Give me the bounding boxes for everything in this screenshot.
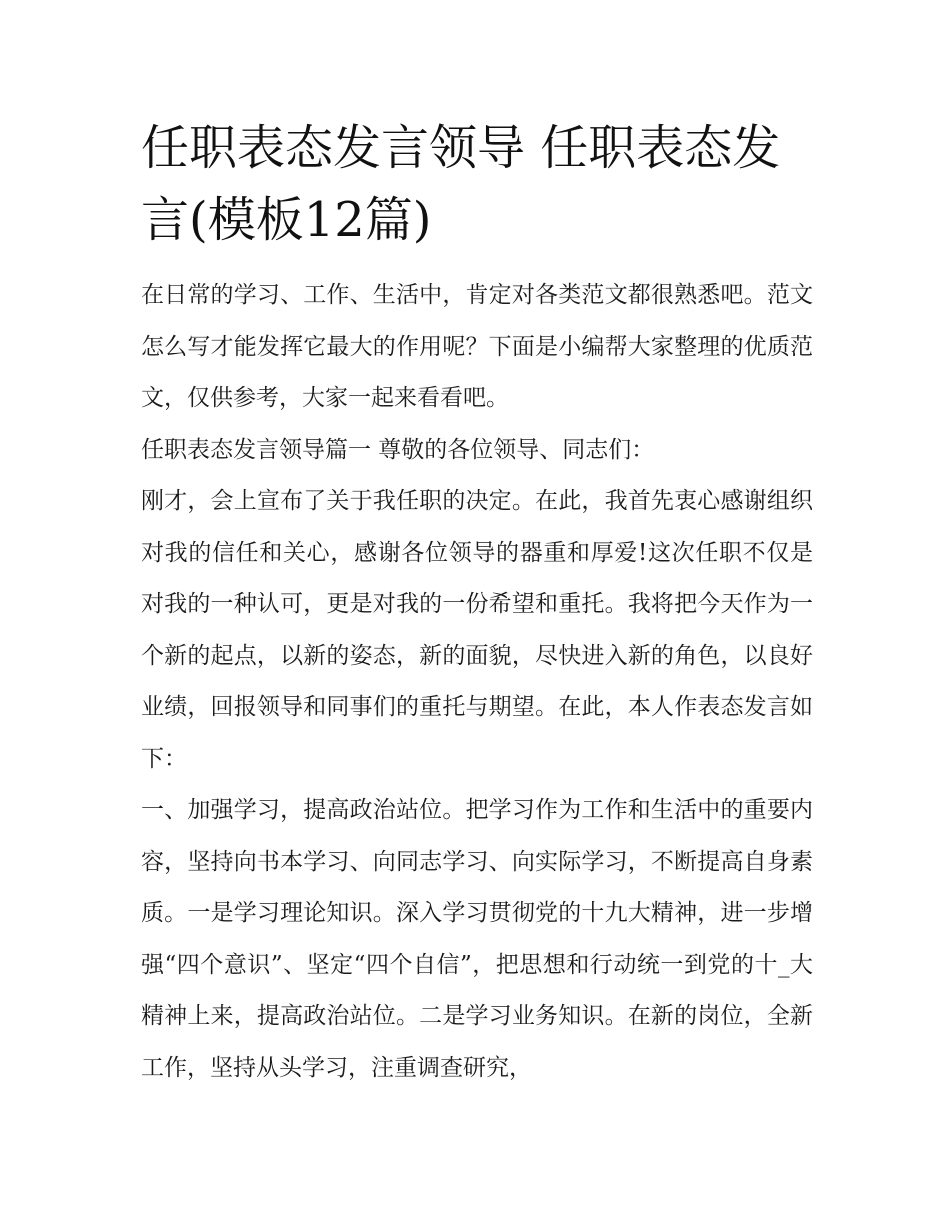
paragraph-intro: 在日常的学习、工作、生活中，肯定对各类范文都很熟悉吧。范文怎么写才能发挥它最大的作用呢？下面是小编帮大家整理的优质范文，仅供参考，大家一起来看看吧。: [141, 282, 813, 411]
document-title: 任职表态发言领导 任职表态发言(模板12篇): [141, 120, 781, 248]
paragraph-section-heading: 任职表态发言领导篇一 尊敬的各位领导、同志们：: [141, 436, 655, 463]
paragraph-speech-opening: 刚才，会上宣布了关于我任职的决定。在此，我首先衷心感谢组织对我的信任和关心，感谢各位领导的器重和厚爱!这次任职不仅是对我的一种认可，更是对我的一份希望和重托。我将把今天作为一个新的起点，以新的姿态，新的面貌，尽快进入新的角色，以良好业绩，回报领导和同事们的重托与期望。在此，本人作表态发言如下：: [141, 488, 813, 772]
document-body: [141, 270, 813, 1094]
document-content: [141, 112, 813, 1094]
paragraph-point-one: 一、加强学习，提高政治站位。把学习作为工作和生活中的重要内容，坚持向书本学习、向同志学习、向实际学习，不断提高自身素质。一是学习理论知识。深入学习贯彻党的十九大精神，进一步增强“四个意识”、坚定“四个自信”，把思想和行动统一到党的十_大精神上来，提高政治站位。二是学习业务知识。在新的岗位，全新工作，坚持从头学习，注重调查研究，: [141, 797, 813, 1081]
